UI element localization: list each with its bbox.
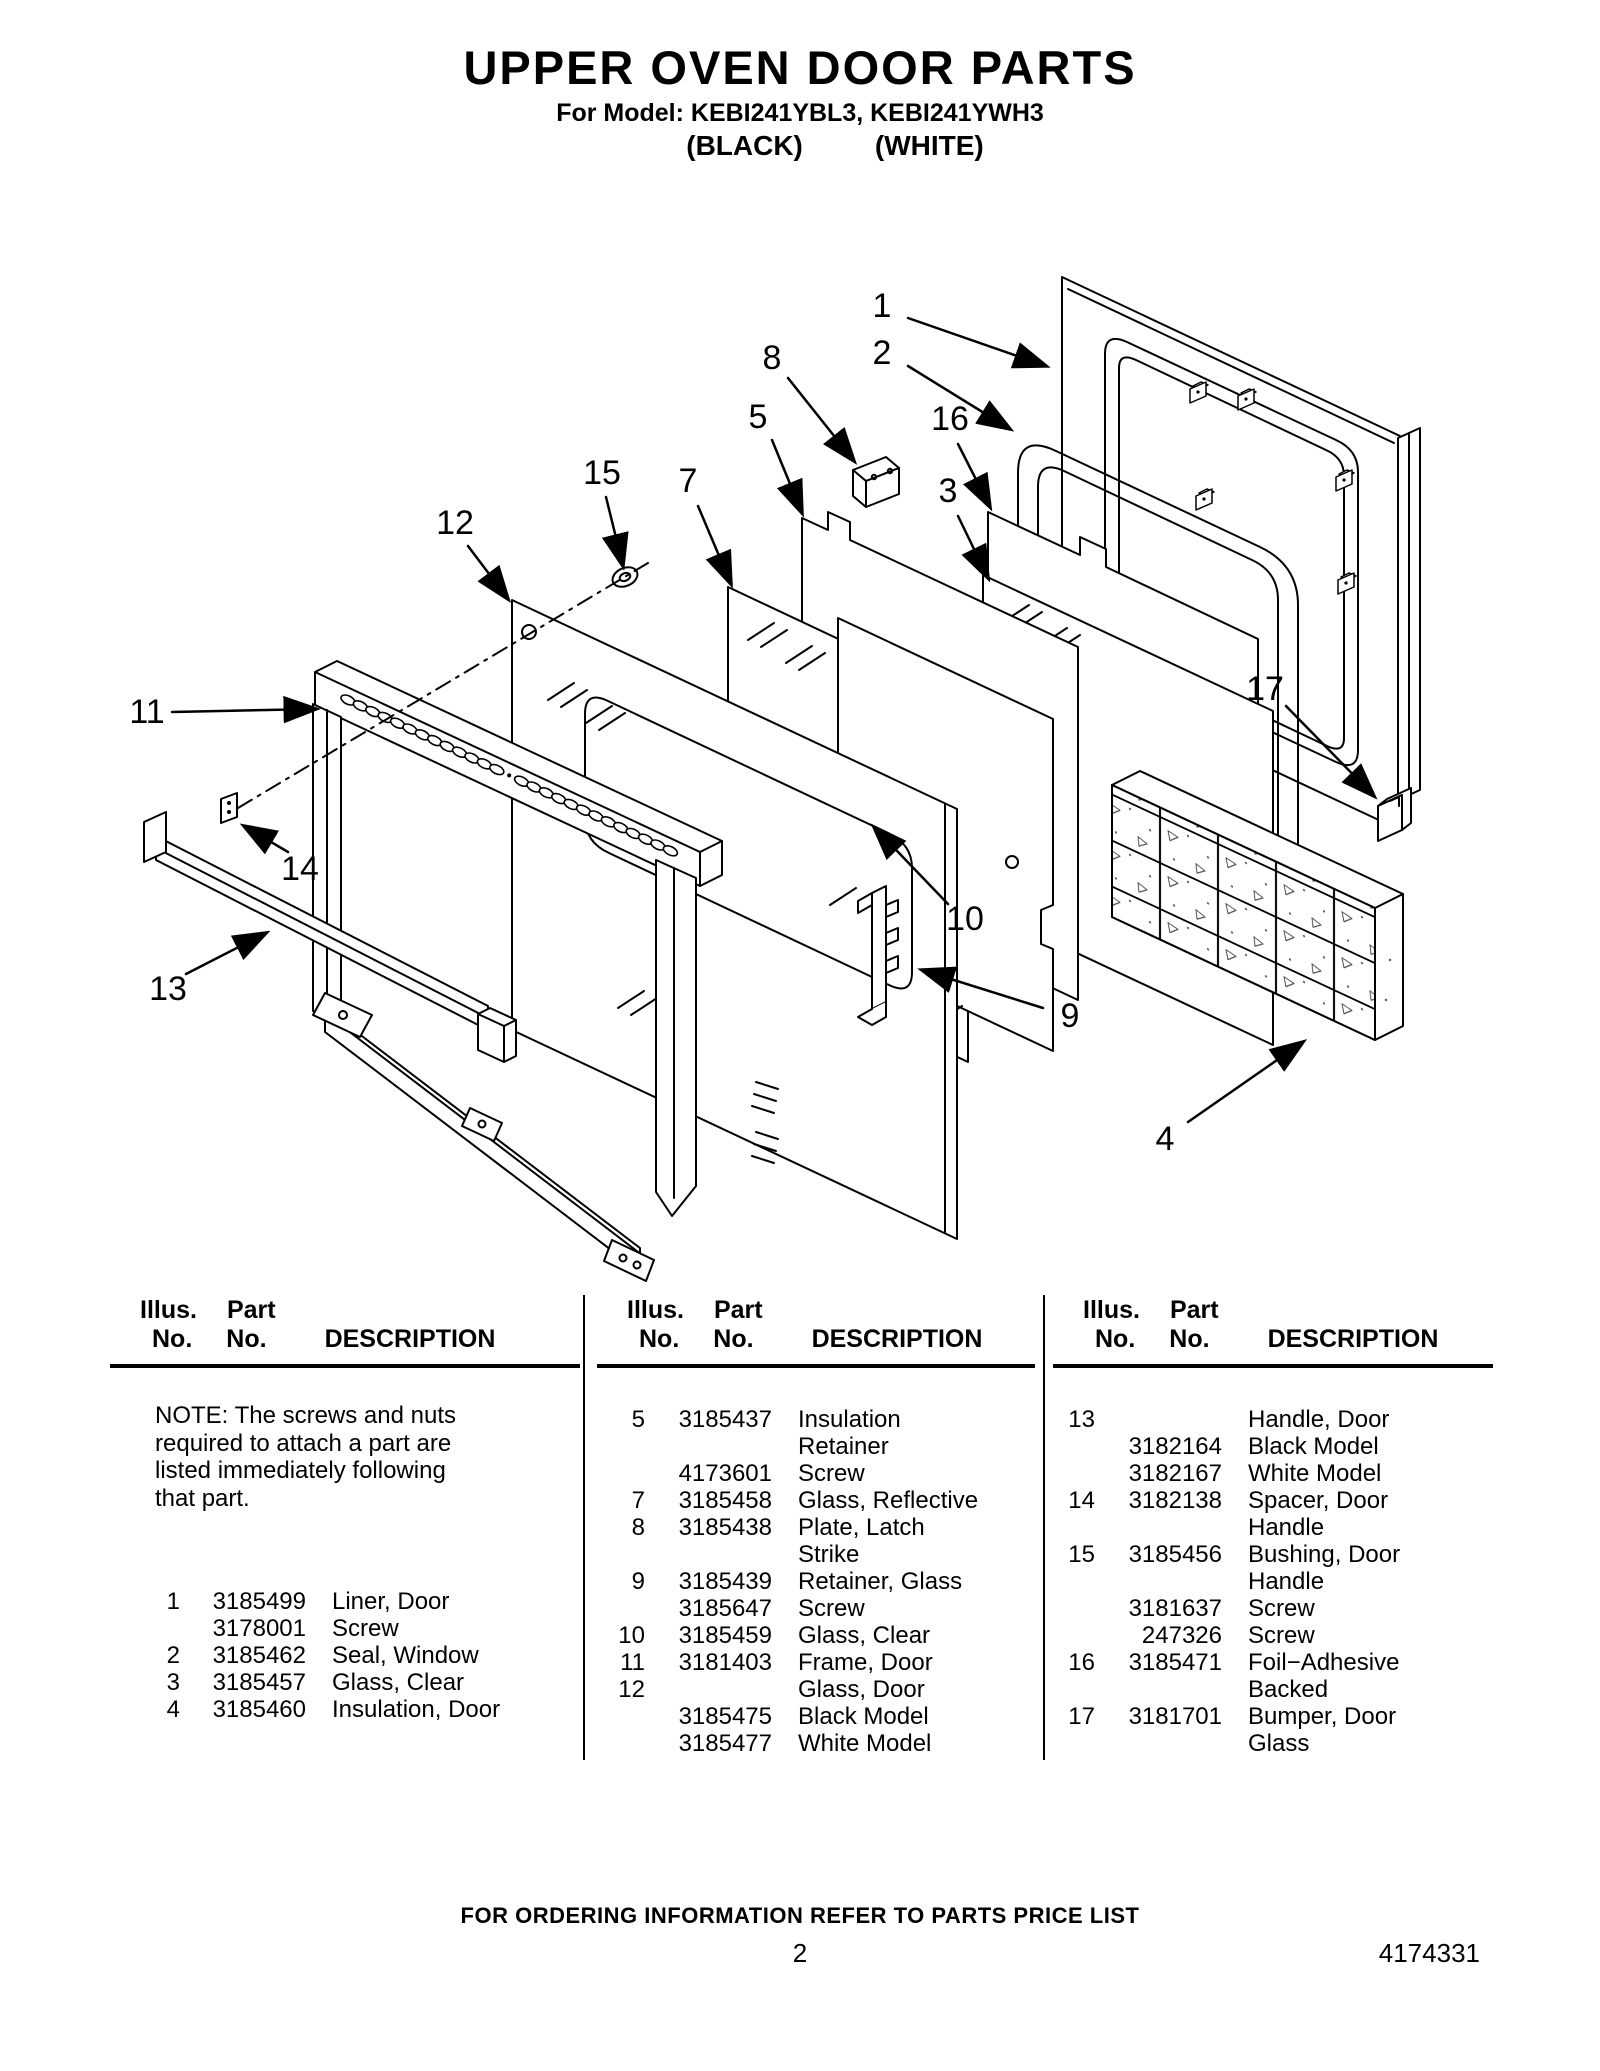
cell-part-no [1095, 1514, 1222, 1541]
cell-part-no [1095, 1676, 1222, 1703]
table-row [110, 1642, 580, 1669]
table-row [597, 1487, 1035, 1514]
black-variant-label: (BLACK) [686, 130, 803, 161]
header-no: No. [152, 1325, 193, 1353]
table-row [597, 1460, 1035, 1487]
cell-illus-no [1053, 1568, 1095, 1595]
header-rule [110, 1364, 580, 1368]
callout-label-3: 3 [938, 472, 958, 510]
table-row [1053, 1622, 1493, 1649]
table-row [1053, 1487, 1493, 1514]
cell-illus-no: 5 [631, 1406, 645, 1433]
cell-part-no: 3181637 [1128, 1595, 1222, 1622]
callout-label-14: 14 [281, 850, 319, 888]
table-note [155, 1402, 485, 1512]
white-variant-label: (WHITE) [874, 130, 984, 161]
table-column-divider [583, 1295, 585, 1760]
table-row [1053, 1568, 1493, 1595]
table-row [1053, 1595, 1493, 1622]
cell-part-no [1095, 1568, 1222, 1595]
table-row [1053, 1460, 1493, 1487]
callout-label-15: 15 [583, 454, 621, 492]
parts-table-column-1 [110, 1296, 580, 1723]
cell-illus-no: 13 [1068, 1406, 1095, 1433]
cell-description: Glass [1248, 1730, 1310, 1757]
cell-illus-no: 3 [166, 1669, 180, 1696]
cell-description: Glass, Clear [798, 1622, 931, 1649]
document-number: 4174331 [1378, 1938, 1480, 1968]
note-line: listed immediately following [155, 1457, 446, 1484]
cell-part-no: 3185647 [678, 1595, 772, 1622]
cell-illus-no: 15 [1068, 1541, 1095, 1568]
header-part: Part [226, 1296, 276, 1324]
header-illus: Illus. [140, 1296, 197, 1324]
cell-illus-no [1053, 1730, 1095, 1757]
cell-description: Screw [798, 1595, 865, 1622]
page-number: 2 [792, 1938, 808, 1968]
cell-description: Plate, Latch [798, 1514, 925, 1541]
callout-label-12: 12 [436, 504, 474, 542]
table-row [597, 1514, 1035, 1541]
callout-label-9: 9 [1060, 997, 1080, 1035]
cell-part-no: 3185439 [678, 1568, 772, 1595]
table-rows [597, 1406, 1035, 1757]
cell-illus-no: 16 [1068, 1649, 1095, 1676]
cell-illus-no: 9 [631, 1568, 645, 1595]
header-illus: Illus. [1083, 1296, 1140, 1324]
cell-description: Foil−Adhesive [1248, 1649, 1400, 1676]
note-line: that part. [155, 1484, 250, 1512]
cell-illus-no [597, 1703, 645, 1730]
header-no: No. [713, 1325, 754, 1353]
parts-table-column-3 [1053, 1296, 1493, 1757]
cell-description: Glass, Reflective [798, 1487, 979, 1514]
cell-description: White Model [798, 1730, 932, 1757]
cell-part-no: 3185457 [212, 1669, 306, 1696]
table-row [1053, 1433, 1493, 1460]
header-no: No. [226, 1325, 267, 1353]
cell-illus-no [1053, 1514, 1095, 1541]
cell-part-no: 4173601 [678, 1460, 772, 1487]
header-part: Part [1169, 1296, 1219, 1324]
color-variants-line [0, 130, 1600, 162]
table-row [110, 1588, 580, 1615]
cell-description: Retainer, Glass [798, 1568, 963, 1595]
table-header [597, 1296, 1035, 1368]
cell-part-no: 3185462 [212, 1642, 306, 1669]
cell-description: Screw [332, 1615, 399, 1642]
cell-description: Screw [798, 1460, 865, 1487]
header-illus: Illus. [627, 1296, 684, 1324]
cell-illus-no: 7 [631, 1487, 645, 1514]
cell-part-no: 3181403 [678, 1649, 772, 1676]
header-description: DESCRIPTION [1267, 1325, 1439, 1353]
cell-description: Insulation [798, 1406, 901, 1433]
cell-description: Liner, Door [332, 1588, 450, 1615]
table-row [1053, 1406, 1493, 1433]
part-latch-strike-plate [853, 457, 899, 507]
header-no: No. [1169, 1325, 1210, 1353]
callout-label-13: 13 [149, 970, 187, 1008]
table-row [110, 1669, 580, 1696]
cell-illus-no [1053, 1460, 1095, 1487]
cell-part-no: 3185438 [678, 1514, 772, 1541]
cell-description: Glass, Door [798, 1676, 925, 1703]
table-row [597, 1730, 1035, 1757]
cell-illus-no [597, 1595, 645, 1622]
cell-part-no: 3185471 [1128, 1649, 1222, 1676]
cell-illus-no [1053, 1433, 1095, 1460]
callout-label-17: 17 [1246, 670, 1284, 708]
header-no: No. [639, 1325, 680, 1353]
cell-illus-no [597, 1730, 645, 1757]
header-description: DESCRIPTION [811, 1325, 983, 1353]
table-rows [1053, 1406, 1493, 1757]
cell-description: Black Model [1248, 1433, 1379, 1460]
table-row [597, 1541, 1035, 1568]
table-rows [110, 1588, 580, 1723]
table-row [1053, 1541, 1493, 1568]
callout-label-5: 5 [748, 398, 768, 436]
cell-part-no: 3182164 [1128, 1433, 1222, 1460]
cell-illus-no [597, 1541, 645, 1568]
cell-part-no: 3185456 [1128, 1541, 1222, 1568]
cell-part-no: 247326 [1141, 1622, 1222, 1649]
table-header [1053, 1296, 1493, 1368]
cell-description: Frame, Door [798, 1649, 933, 1676]
callout-label-11: 11 [129, 693, 165, 731]
table-row [597, 1649, 1035, 1676]
cell-illus-no: 12 [618, 1676, 645, 1703]
cell-part-no [645, 1433, 772, 1460]
part-handle-spacer [221, 793, 237, 823]
table-row [1053, 1649, 1493, 1676]
cell-illus-no: 8 [631, 1514, 645, 1541]
table-row [597, 1433, 1035, 1460]
cell-illus-no: 14 [1068, 1487, 1095, 1514]
exploded-parts-diagram [0, 180, 1600, 1300]
cell-illus-no [597, 1433, 645, 1460]
cell-part-no: 3178001 [212, 1615, 306, 1642]
model-line: For Model: KEBI241YBL3, KEBI241YWH3 [556, 99, 1044, 127]
part-handle-bushing [609, 563, 640, 590]
cell-part-no: 3185475 [678, 1703, 772, 1730]
cell-description: Handle, Door [1248, 1406, 1390, 1433]
callout-label-8: 8 [762, 339, 782, 377]
cell-part-no: 3185499 [212, 1588, 306, 1615]
header-rule [1053, 1364, 1493, 1368]
cell-description: Bumper, Door [1248, 1703, 1397, 1730]
ordering-note: FOR ORDERING INFORMATION REFER TO PARTS PRICE LIST [460, 1903, 1140, 1928]
cell-illus-no [1053, 1622, 1095, 1649]
cell-illus-no [597, 1460, 645, 1487]
note-line: NOTE: The screws and nuts [155, 1402, 457, 1429]
header-part: Part [713, 1296, 763, 1324]
cell-part-no: 3182167 [1128, 1460, 1222, 1487]
table-row [1053, 1514, 1493, 1541]
cell-part-no: 3182138 [1128, 1487, 1222, 1514]
header-rule [597, 1364, 1035, 1368]
table-header [110, 1296, 580, 1368]
cell-illus-no [1053, 1595, 1095, 1622]
cell-part-no [645, 1676, 772, 1703]
cell-illus-no: 2 [166, 1642, 180, 1669]
cell-description: Strike [798, 1541, 860, 1568]
table-row [1053, 1730, 1493, 1757]
cell-description: Spacer, Door [1248, 1487, 1389, 1514]
cell-part-no [1095, 1730, 1222, 1757]
table-row [1053, 1703, 1493, 1730]
table-row [110, 1615, 580, 1642]
cell-illus-no: 4 [166, 1696, 180, 1723]
table-column-divider [1043, 1295, 1045, 1760]
cell-description: Insulation, Door [332, 1696, 501, 1723]
cell-illus-no: 1 [166, 1588, 180, 1615]
cell-description: Seal, Window [332, 1642, 479, 1669]
page-title: UPPER OVEN DOOR PARTS [463, 41, 1137, 94]
cell-part-no: 3185437 [678, 1406, 772, 1433]
cell-description: Black Model [798, 1703, 929, 1730]
cell-illus-no [110, 1615, 180, 1642]
cell-part-no: 3185458 [678, 1487, 772, 1514]
cell-description: White Model [1248, 1460, 1382, 1487]
table-row [597, 1703, 1035, 1730]
cell-part-no: 3185460 [212, 1696, 306, 1723]
table-row [597, 1406, 1035, 1433]
cell-description: Handle [1248, 1568, 1325, 1595]
cell-part-no [645, 1541, 772, 1568]
callout-label-10: 10 [946, 900, 984, 938]
header-no: No. [1095, 1325, 1136, 1353]
callout-label-4: 4 [1155, 1120, 1175, 1158]
cell-description: Glass, Clear [332, 1669, 465, 1696]
table-row [1053, 1676, 1493, 1703]
cell-part-no [1095, 1406, 1222, 1433]
cell-illus-no: 11 [620, 1649, 645, 1676]
table-row [597, 1595, 1035, 1622]
cell-description: Screw [1248, 1622, 1315, 1649]
cell-description: Handle [1248, 1514, 1325, 1541]
callout-label-1: 1 [872, 287, 892, 325]
note-line: required to attach a part are [155, 1429, 452, 1457]
table-row [597, 1568, 1035, 1595]
parts-table-column-2 [597, 1296, 1035, 1757]
cell-part-no: 3185477 [678, 1730, 772, 1757]
table-row [110, 1696, 580, 1723]
cell-part-no: 3181701 [1128, 1703, 1222, 1730]
cell-description: Bushing, Door [1248, 1541, 1401, 1568]
callout-label-7: 7 [678, 462, 698, 500]
cell-description: Retainer [798, 1433, 889, 1460]
cell-part-no: 3185459 [678, 1622, 772, 1649]
callout-label-2: 2 [872, 334, 892, 372]
table-row [597, 1676, 1035, 1703]
table-row [597, 1622, 1035, 1649]
cell-description: Backed [1248, 1676, 1329, 1703]
cell-description: Screw [1248, 1595, 1315, 1622]
callout-label-16: 16 [931, 400, 969, 438]
cell-illus-no: 10 [618, 1622, 645, 1649]
header-description: DESCRIPTION [324, 1325, 496, 1353]
cell-illus-no [1053, 1676, 1095, 1703]
cell-illus-no: 17 [1068, 1703, 1095, 1730]
